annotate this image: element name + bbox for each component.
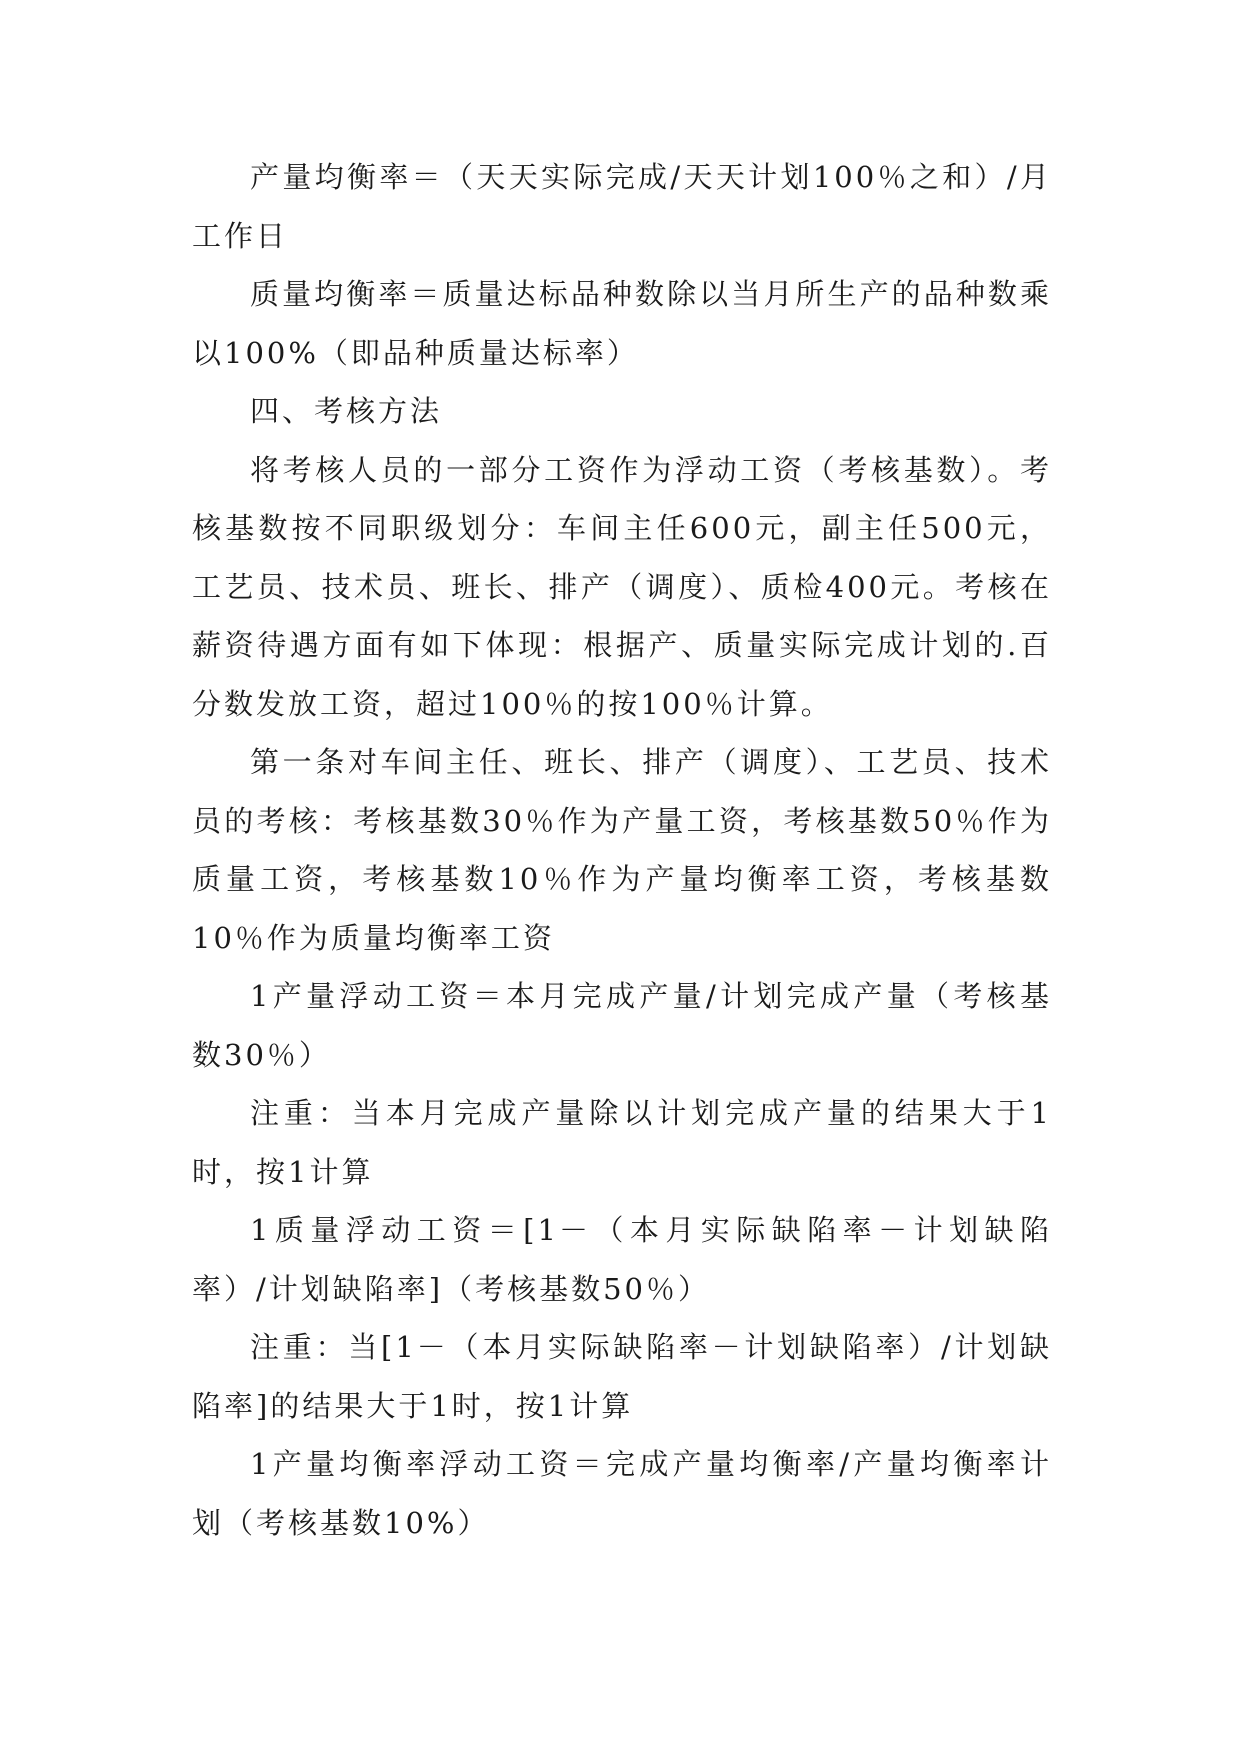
paragraph-quality-note: 注重：当[1－（本月实际缺陷率－计划缺陷率）/计划缺陷率]的结果大于1时，按1计算 — [192, 1330, 1052, 1423]
paragraph-output-floating-wage: 1产量浮动工资＝本月完成产量/计划完成产量（考核基数30％） — [192, 979, 1052, 1072]
paragraph-output-balance-floating-wage: 1产量均衡率浮动工资＝完成产量均衡率/产量均衡率计划（考核基数10%） — [192, 1447, 1052, 1540]
paragraph-quality-floating-wage: 1质量浮动工资＝[1－（本月实际缺陷率－计划缺陷率）/计划缺陷率]（考核基数50％） — [192, 1213, 1052, 1306]
paragraph-output-balance-rate: 产量均衡率＝（天天实际完成/天天计划100％之和）/月工作日 — [192, 160, 1052, 253]
document-body — [192, 148, 1052, 1552]
paragraph-quality-balance-rate: 质量均衡率＝质量达标品种数除以当月所生产的品种数乘以100%（即品种质量达标率） — [192, 277, 1052, 370]
paragraph-floating-wage: 将考核人员的一部分工资作为浮动工资（考核基数）。考核基数按不同职级划分：车间主任600元，副主任500元，工艺员、技术员、班长、排产（调度）、质检400元。考核在薪资待遇方面有如下体现：根据产、质量实际完成计划的.百分数发放工资，超过100％的按100％计算。 — [192, 452, 1052, 721]
paragraph-output-note: 注重：当本月完成产量除以计划完成产量的结果大于1时，按1计算 — [192, 1096, 1052, 1189]
paragraph-article-one: 第一条对车间主任、班长、排产（调度）、工艺员、技术员的考核：考核基数30％作为产量工资，考核基数50％作为质量工资，考核基数10％作为产量均衡率工资，考核基数10％作为质量均衡率工资 — [192, 745, 1052, 955]
section-heading-assessment-method: 四、考核方法 — [250, 394, 443, 428]
